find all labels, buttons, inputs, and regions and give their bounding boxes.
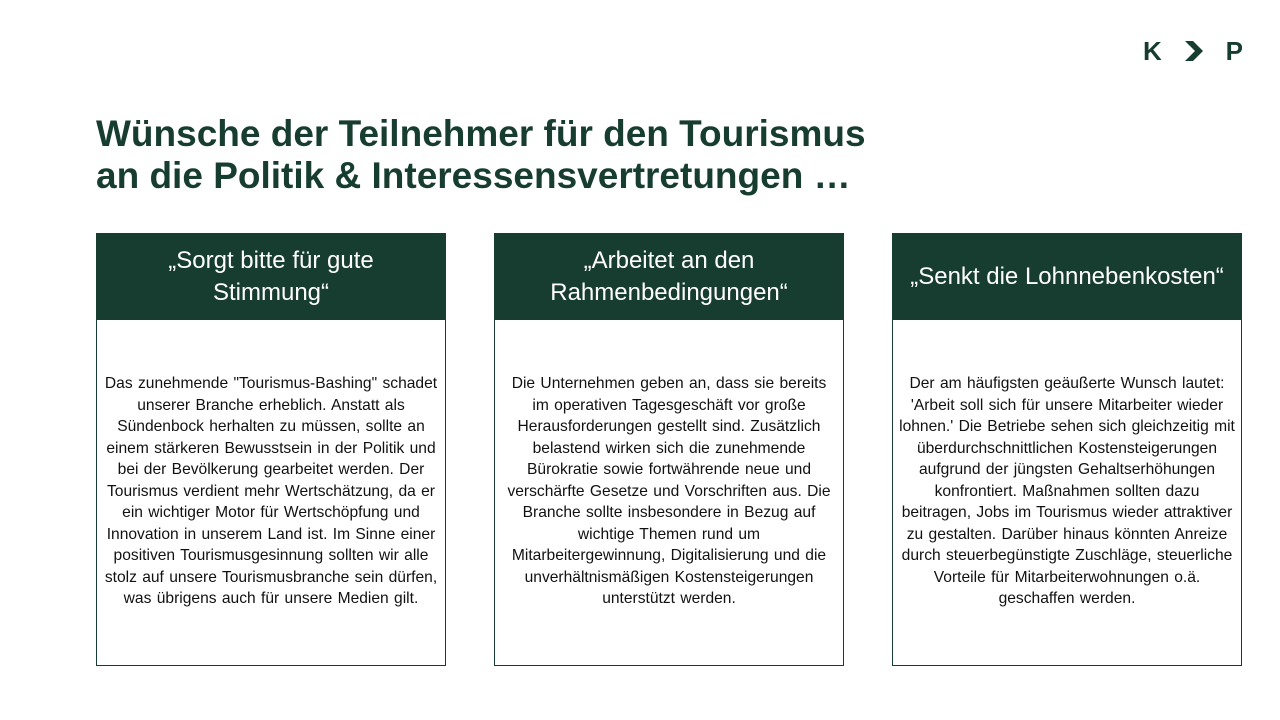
logo-letter-k: K bbox=[1143, 35, 1162, 66]
card-text: Der am häufigsten geäußerte Wunsch lautet: 'Arbeit soll sich für unsere Mitarbeiter wieder lohnen.' Die Betriebe sehen sich gleichzeitig mit überdurchschnittlichen Kostensteigerungen aufgrund der jüngsten Gehaltserhöhungen konfrontiert. Maßnahmen sollten dazu beitragen, Jobs im Tourismus wieder attraktiver zu gestalten. Darüber hinaus könnten Anreize durch steuerbegünstigte Zuschläge, steuerliche Vorteile für Mitarbeiterwohnungen o.ä. geschaffen werden. bbox=[899, 375, 1235, 608]
page-title-line-1: Wünsche der Teilnehmer für den Tourismus bbox=[96, 113, 866, 154]
page-title bbox=[96, 113, 1096, 197]
card-text: Die Unternehmen geben an, dass sie bereits im operativen Tagesgeschäft vor große Herausforderungen gestellt sind. Zusätzlich belastend wirken sich die zunehmende Bürokratie sowie fortwährende neue und verschärfte Gesetze und Vorschriften aus. Die Branche sollte insbesondere in Bezug auf wichtige Themen rund um Mitarbeitergewinnung, Digitalisierung und die unverhältnismäßigen Kostensteigerungen unterstützt werden. bbox=[507, 375, 831, 608]
company-logo bbox=[1143, 36, 1243, 66]
card-heading: „Senkt die Lohnnebenkosten“ bbox=[893, 234, 1241, 320]
card-body bbox=[893, 320, 1241, 665]
logo-letter-p: P bbox=[1225, 35, 1243, 66]
page-title-line-2: an die Politik & Interessensvertretungen … bbox=[96, 155, 851, 196]
wish-card-stimmung bbox=[96, 233, 446, 666]
wish-card-rahmenbedingungen bbox=[494, 233, 844, 666]
card-text: Das zunehmende "Tourismus-Bashing" schadet unserer Branche erheblich. Anstatt als Sündenbock herhalten zu müssen, sollte an einem stärkeren Bewusstsein in der Politik und bei der Bevölkerung gearbeitet werden. Der Tourismus verdient mehr Wertschätzung, da er ein wichtiger Motor für Wertschöpfung und Innovation in unserem Land ist. Im Sinne einer positiven Tourismusgesinnung sollten wir alle stolz auf unsere Tourismusbranche sein dürfen, was übrigens auch für unsere Medien gilt. bbox=[104, 375, 438, 608]
card-heading: „Sorgt bitte für gute Stimmung“ bbox=[97, 234, 445, 320]
card-heading: „Arbeitet an den Rahmenbedingungen“ bbox=[495, 234, 843, 320]
chevron-right-icon bbox=[1183, 39, 1205, 63]
wish-card-lohnnebenkosten bbox=[892, 233, 1242, 666]
card-body bbox=[97, 320, 445, 665]
card-body bbox=[495, 320, 843, 665]
